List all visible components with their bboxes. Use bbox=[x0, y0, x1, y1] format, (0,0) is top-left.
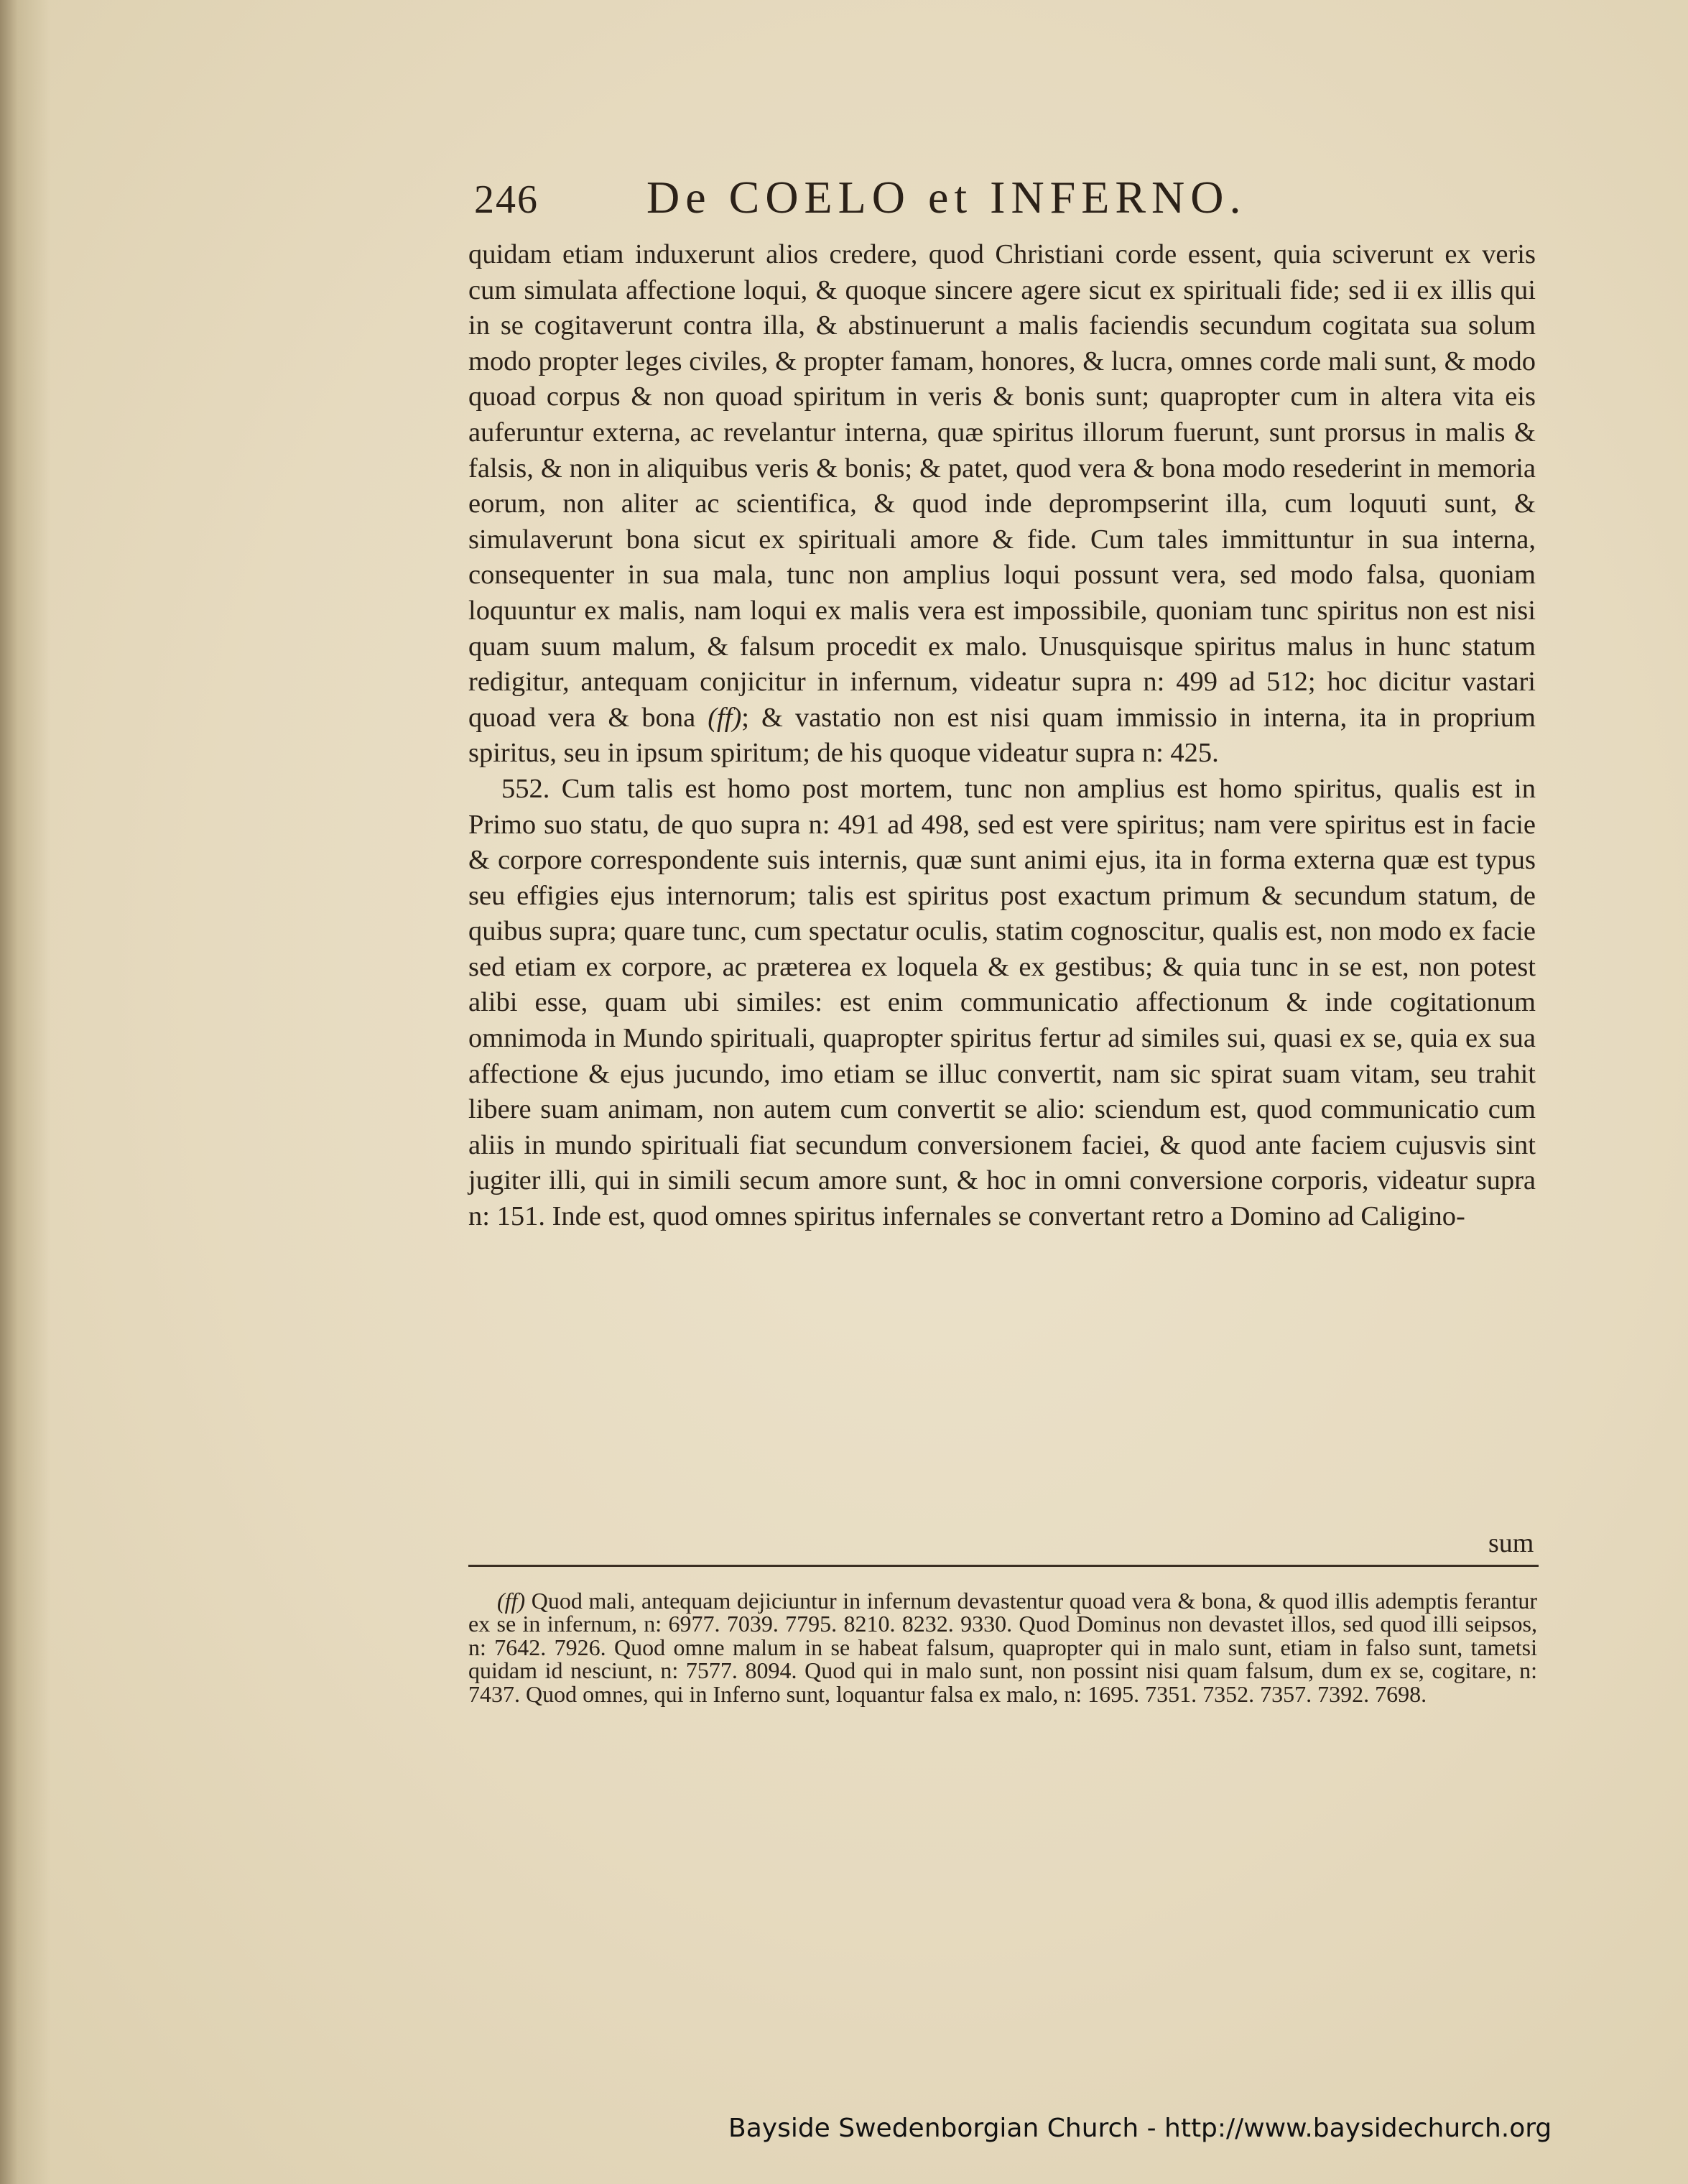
catchword: sum bbox=[1488, 1528, 1534, 1558]
running-title: De COELO et INFERNO. bbox=[646, 172, 1247, 223]
footnote bbox=[468, 1589, 1537, 1706]
footnote-reference: (ff) bbox=[708, 702, 742, 733]
footnote-text: Quod mali, antequam dejiciuntur in infernum devastentur quoad vera & bona, & quod illis ademptis ferantur ex se in infernum, n: 6977. 7039. 7795. 8210. 8232. 9330. Quod Dominus non devastet illos, sed quod illi seipsos, n: 7642. 7926. Quod omne malum in se habeat falsum, quapropter qui in malo sunt, etiam in falso sunt, tametsi quidam id nesciunt, n: 7577. 8094. Quod qui in malo sunt, non possint nisi quam falsum, dum ex se, cogitare, n: 7437. Quod omnes, qui in Inferno sunt, loquantur falsa ex malo, n: 1695. 7351. 7352. 7357. 7392. 7698. bbox=[468, 1588, 1538, 1707]
paragraph-continued bbox=[468, 237, 1536, 772]
footnote-marker: (ff) bbox=[497, 1588, 526, 1614]
paragraph-1-end: ; & vastatio non est nisi quam immissio in interna, ita in proprium spiritus, seu in ipsum spiritum; de his quoque videatur supra n: 425. bbox=[468, 702, 1536, 769]
page-number: 246 bbox=[474, 177, 539, 222]
paragraph-number: 552. bbox=[501, 773, 550, 804]
main-text bbox=[468, 237, 1536, 1235]
paragraph-2-text: Cum talis est homo post mortem, tunc non amplius est homo spiritus, qualis est in Primo suo statu, de quo supra n: 491 ad 498, sed est vere spiritus; nam vere spiritus est in facie & corpore correspondente suis internis, quæ sunt animi ejus, ita in forma externa quæ est typus seu effigies ejus internorum; talis est spiritus post exactum primum & secundum statum, de quibus supra; quare tunc, cum spectatur oculis, statim cognoscitur, qualis est, non modo ex facie sed etiam ex corpore, ac præterea ex loquela & ex gestibus; & quia tunc in se est, non potest alibi esse, quam ubi similes: est enim communicatio affectionum & inde cogitationum omnimoda in Mundo spirituali, quapropter spiritus fertur ad similes sui, quasi ex se, quia ex sua affectione & ejus jucundo, imo etiam se illuc convertit, nam sic spirat suam vitam, seu trahit libere suam animam, non autem cum convertit se alio: sciendum est, quod communicatio cum aliis in mundo spirituali fiat secundum conversionem faciei, & quod ante faciem cujusvis sint jugiter illi, qui in simili secum amore sunt, & hoc in omni conversione corporis, videatur supra n: 151. Inde est, quod omnes spiritus infernales se convertant retro a Domino ad Caligino- bbox=[468, 773, 1536, 1232]
page-header bbox=[474, 171, 1379, 228]
footnote-rule bbox=[468, 1565, 1539, 1567]
paragraph-552 bbox=[468, 772, 1536, 1235]
binding-shadow bbox=[0, 0, 50, 2184]
paragraph-1-text: quidam etiam induxerunt alios credere, quod Christiani corde essent, quia sciverunt ex veris cum simulata affectione loqui, & quoque sincere agere sicut ex spirituali fide; sed ii ex illis qui in se cogitaverunt contra illa, & abstinuerunt a malis faciendis secundum cogitata sua solum modo propter leges civiles, & propter famam, honores, & lucra, omnes corde mali sunt, & modo quoad corpus & non quoad spiritum in veris & bonis sunt; quapropter cum in altera vita eis auferuntur externa, ac revelantur interna, quæ spiritus illorum fuerunt, sunt prorsus in malis & falsis, & non in aliquibus veris & bonis; & patet, quod vera & bona modo resederint in memoria eorum, non aliter ac scientifica, & quod inde deprompserint illa, cum loquuti sunt, & simulaverunt bona sicut ex spirituali amore & fide. Cum tales immittuntur in sua interna, consequenter in sua mala, tunc non amplius loqui possunt vera, sed modo falsa, quoniam loquuntur ex malis, nam loqui ex malis vera est impossibile, quoniam tunc spiritus non est nisi quam suum malum, & falsum procedit ex malo. Unusquisque spiritus malus in hunc statum redigitur, antequam conjicitur in infernum, videatur supra n: 499 ad 512; hoc dicitur vastari quoad vera & bona bbox=[468, 239, 1536, 733]
source-watermark: Bayside Swedenborgian Church - http://www.baysidechurch.org bbox=[728, 2114, 1552, 2143]
